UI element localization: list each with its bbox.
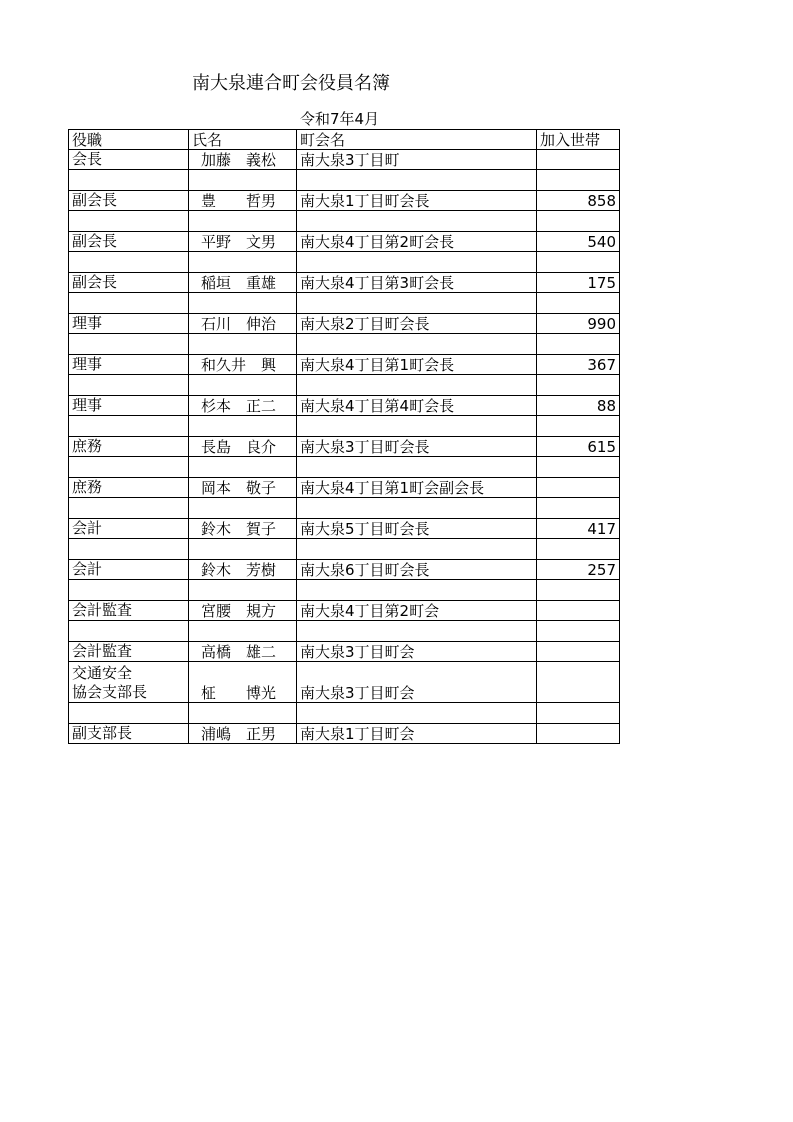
empty-cell (297, 621, 537, 642)
spacer-row (69, 334, 620, 355)
empty-cell (537, 211, 620, 232)
cell-households (537, 642, 620, 662)
cell-role: 交通安全 協会支部長 (69, 662, 189, 703)
cell-households (537, 150, 620, 170)
cell-association: 南大泉1丁目町会 (297, 724, 537, 744)
empty-cell (537, 375, 620, 396)
cell-role: 会計監査 (69, 601, 189, 621)
cell-association: 南大泉4丁目第4町会長 (297, 396, 537, 416)
cell-households: 615 (537, 437, 620, 457)
table-row (69, 601, 620, 621)
empty-cell (297, 539, 537, 560)
empty-cell (69, 621, 189, 642)
cell-association: 南大泉3丁目町会 (297, 642, 537, 662)
cell-name: 宮腰 規方 (189, 601, 297, 621)
cell-households (537, 478, 620, 498)
empty-cell (297, 457, 537, 478)
officer-roster-table (68, 129, 620, 744)
empty-cell (189, 703, 297, 724)
cell-association: 南大泉4丁目第1町会副会長 (297, 478, 537, 498)
table-row (69, 662, 620, 703)
cell-association: 南大泉5丁目町会長 (297, 519, 537, 539)
empty-cell (69, 170, 189, 191)
cell-name: 杉本 正二 (189, 396, 297, 416)
cell-role: 副支部長 (69, 724, 189, 744)
header-households: 加入世帯 (537, 130, 620, 150)
empty-cell (537, 457, 620, 478)
header-association: 町会名 (297, 130, 537, 150)
empty-cell (69, 334, 189, 355)
cell-association: 南大泉1丁目町会長 (297, 191, 537, 211)
cell-role: 会長 (69, 150, 189, 170)
table-row (69, 150, 620, 170)
cell-name: 高橋 雄二 (189, 642, 297, 662)
table-row (69, 273, 620, 293)
spacer-row (69, 170, 620, 191)
cell-role: 副会長 (69, 232, 189, 252)
empty-cell (69, 703, 189, 724)
spacer-row (69, 703, 620, 724)
cell-role: 副会長 (69, 191, 189, 211)
cell-association: 南大泉3丁目町 (297, 150, 537, 170)
cell-role: 理事 (69, 355, 189, 375)
empty-cell (297, 580, 537, 601)
table-row (69, 642, 620, 662)
spacer-row (69, 211, 620, 232)
cell-name: 浦嶋 正男 (189, 724, 297, 744)
empty-cell (69, 211, 189, 232)
empty-cell (189, 334, 297, 355)
document-title: 南大泉連合町会役員名簿 (192, 73, 390, 94)
cell-households: 257 (537, 560, 620, 580)
empty-cell (297, 498, 537, 519)
cell-association: 南大泉3丁目町会 (297, 662, 537, 703)
spacer-row (69, 498, 620, 519)
empty-cell (189, 580, 297, 601)
empty-cell (537, 703, 620, 724)
cell-role: 副会長 (69, 273, 189, 293)
empty-cell (189, 498, 297, 519)
spacer-row (69, 539, 620, 560)
cell-association: 南大泉4丁目第3町会長 (297, 273, 537, 293)
spacer-row (69, 621, 620, 642)
header-name: 氏名 (189, 130, 297, 150)
empty-cell (69, 539, 189, 560)
empty-cell (297, 211, 537, 232)
empty-cell (189, 416, 297, 437)
empty-cell (297, 293, 537, 314)
cell-households: 540 (537, 232, 620, 252)
spacer-row (69, 293, 620, 314)
cell-name: 長島 良介 (189, 437, 297, 457)
empty-cell (69, 580, 189, 601)
document-date: 令和7年4月 (300, 110, 380, 128)
cell-households: 175 (537, 273, 620, 293)
empty-cell (537, 293, 620, 314)
table-row (69, 560, 620, 580)
table-row (69, 519, 620, 539)
header-role: 役職 (69, 130, 189, 150)
cell-households (537, 662, 620, 703)
cell-role: 理事 (69, 314, 189, 334)
cell-association: 南大泉6丁目町会長 (297, 560, 537, 580)
cell-name: 鈴木 賀子 (189, 519, 297, 539)
table-row (69, 724, 620, 744)
table-row (69, 396, 620, 416)
cell-name: 鈴木 芳樹 (189, 560, 297, 580)
cell-role: 会計 (69, 560, 189, 580)
cell-association: 南大泉4丁目第2町会 (297, 601, 537, 621)
empty-cell (537, 621, 620, 642)
cell-role: 会計監査 (69, 642, 189, 662)
table-row (69, 355, 620, 375)
cell-households: 858 (537, 191, 620, 211)
cell-role: 会計 (69, 519, 189, 539)
cell-role: 理事 (69, 396, 189, 416)
empty-cell (297, 334, 537, 355)
empty-cell (189, 170, 297, 191)
cell-households: 417 (537, 519, 620, 539)
empty-cell (69, 416, 189, 437)
empty-cell (69, 498, 189, 519)
empty-cell (537, 539, 620, 560)
cell-name: 豊 哲男 (189, 191, 297, 211)
cell-association: 南大泉2丁目町会長 (297, 314, 537, 334)
cell-name: 石川 伸治 (189, 314, 297, 334)
cell-role: 庶務 (69, 437, 189, 457)
empty-cell (189, 252, 297, 273)
empty-cell (189, 211, 297, 232)
empty-cell (537, 416, 620, 437)
empty-cell (189, 457, 297, 478)
empty-cell (69, 457, 189, 478)
empty-cell (189, 293, 297, 314)
cell-association: 南大泉4丁目第1町会長 (297, 355, 537, 375)
empty-cell (537, 170, 620, 191)
table-row (69, 478, 620, 498)
empty-cell (69, 293, 189, 314)
spacer-row (69, 252, 620, 273)
spacer-row (69, 416, 620, 437)
empty-cell (69, 252, 189, 273)
cell-role: 庶務 (69, 478, 189, 498)
spacer-row (69, 580, 620, 601)
table-row (69, 232, 620, 252)
empty-cell (537, 252, 620, 273)
empty-cell (69, 375, 189, 396)
cell-name: 平野 文男 (189, 232, 297, 252)
table-row (69, 314, 620, 334)
cell-households: 88 (537, 396, 620, 416)
empty-cell (297, 170, 537, 191)
empty-cell (537, 498, 620, 519)
empty-cell (297, 375, 537, 396)
cell-name: 柾 博光 (189, 662, 297, 703)
empty-cell (537, 580, 620, 601)
empty-cell (189, 539, 297, 560)
cell-households (537, 724, 620, 744)
spacer-row (69, 457, 620, 478)
cell-name: 稲垣 重雄 (189, 273, 297, 293)
cell-name: 和久井 興 (189, 355, 297, 375)
empty-cell (189, 621, 297, 642)
cell-households (537, 601, 620, 621)
cell-households: 367 (537, 355, 620, 375)
cell-name: 加藤 義松 (189, 150, 297, 170)
empty-cell (297, 252, 537, 273)
cell-association: 南大泉4丁目第2町会長 (297, 232, 537, 252)
empty-cell (537, 334, 620, 355)
empty-cell (297, 416, 537, 437)
table-header-row (69, 130, 620, 150)
table-row (69, 437, 620, 457)
empty-cell (189, 375, 297, 396)
empty-cell (297, 703, 537, 724)
table-row (69, 191, 620, 211)
cell-households: 990 (537, 314, 620, 334)
cell-association: 南大泉3丁目町会長 (297, 437, 537, 457)
spacer-row (69, 375, 620, 396)
cell-name: 岡本 敬子 (189, 478, 297, 498)
